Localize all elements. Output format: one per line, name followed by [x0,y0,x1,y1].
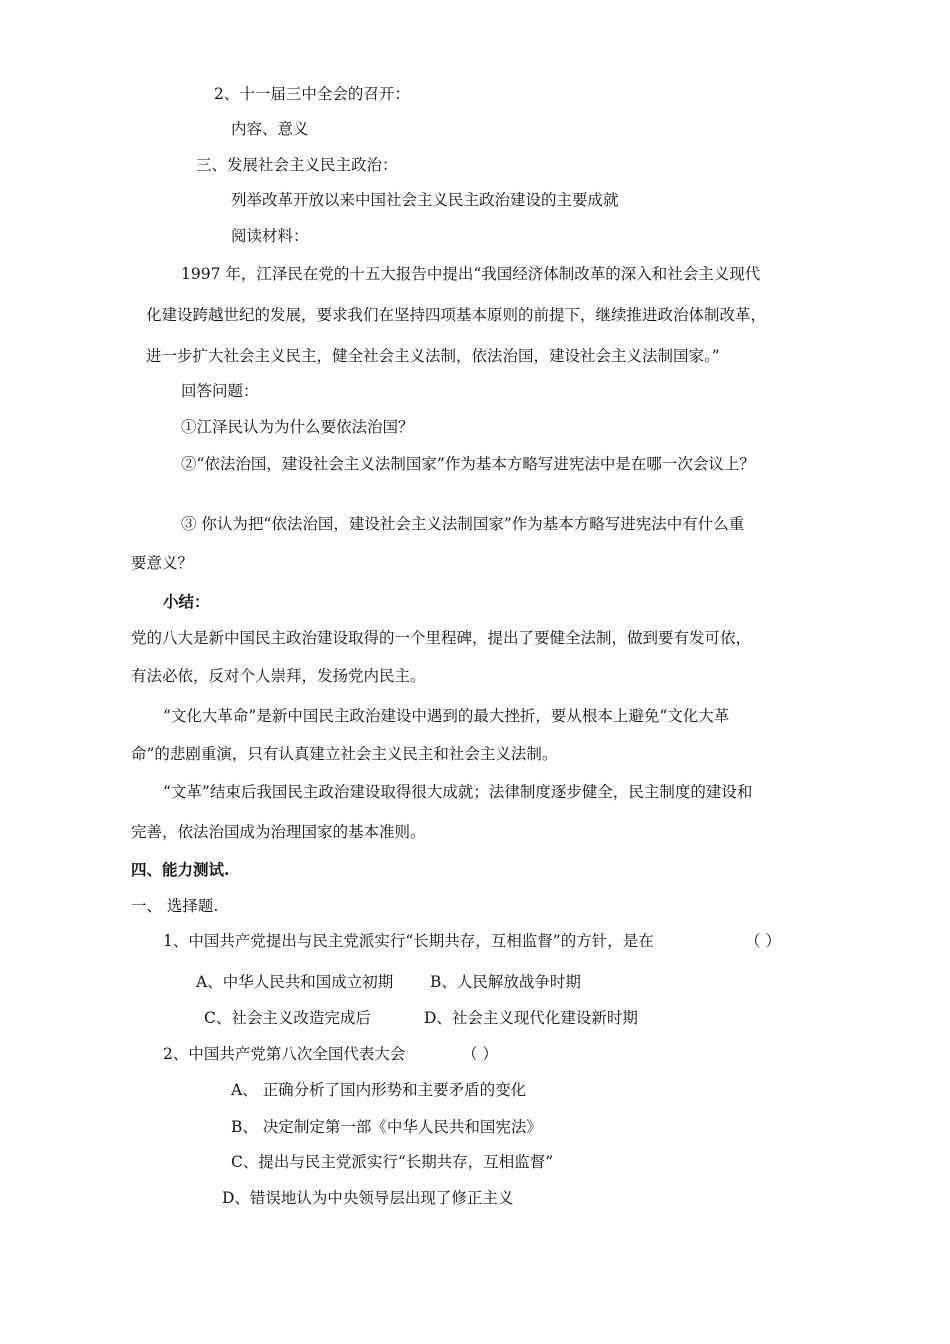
material-line: 1997 年，江泽民在党的十五大报告中提出“我国经济体制改革的深入和社会主义现代 [181,265,761,283]
mcq-1-option-c: C、社会主义改造完成后 [204,1009,371,1027]
material-line: 化建设跨越世纪的发展，要求我们在坚持四项基本原则的前提下，继续推进政治体制改革， [146,306,767,324]
mcq-1-blank: （ ） [745,932,781,950]
summary-heading: 小结： [163,592,210,611]
answer-label: 回答问题： [181,382,259,400]
summary-paragraph: “文化大革命”是新中国民主政治建设中遇到的最大挫折，要从根本上避免“文化大革 [163,707,730,725]
section-3-task: 列举改革开放以来中国社会主义民主政治建设的主要成就 [231,191,619,209]
question-3: ③ 你认为把“依法治国，建设社会主义法制国家”作为基本方略写进宪法中有什么重 [181,515,745,533]
section-3-title: 三、发展社会主义民主政治： [196,156,398,174]
mcq-2-option-a: A、 正确分析了国内形势和主要矛盾的变化 [231,1081,527,1099]
section-2-detail: 内容、意义 [231,120,309,138]
mcq-1-stem: 1、中国共产党提出与民主党派实行“长期共存，互相监督”的方针，是在 [163,932,654,950]
test-subheading: 一、 选择题. [131,897,219,915]
summary-paragraph: “文革”结束后我国民主政治建设取得很大成就；法律制度逐步健全，民主制度的建设和 [163,783,753,801]
mcq-2-option-d: D、错误地认为中央领导层出现了修正主义 [222,1189,514,1207]
question-3-cont: 要意义？ [131,554,194,572]
mcq-1-option-a: A、中华人民共和国成立初期 [196,973,394,991]
mcq-2-option-c: C、提出与民主党派实行“长期共存，互相监督” [231,1153,554,1171]
mcq-2-blank: （ ） [462,1045,498,1063]
reading-label: 阅读材料： [231,227,309,245]
material-line: 进一步扩大社会主义民主，健全社会主义法制，依法治国，建设社会主义法制国家。” [146,347,720,365]
summary-paragraph: 有法必依，反对个人崇拜，发扬党内民主。 [131,667,426,685]
mcq-2-option-b: B、 决定制定第一部《中华人民共和国宪法》 [231,1118,542,1136]
mcq-2-stem: 2、中国共产党第八次全国代表大会 [163,1045,406,1063]
question-1: ①江泽民认为为什么要依法治国？ [181,418,414,436]
mcq-1-option-d: D、社会主义现代化建设新时期 [424,1009,638,1027]
summary-paragraph: 完善，依法治国成为治理国家的基本准则。 [131,823,426,841]
mcq-1-option-b: B、人民解放战争时期 [430,973,581,991]
question-2: ②“依法治国，建设社会主义法制国家”作为基本方略写进宪法中是在哪一次会议上？ [181,455,755,473]
summary-paragraph: 党的八大是新中国民主政治建设取得的一个里程碑，提出了要健全法制，做到要有发可依， [131,629,752,647]
test-heading: 四、能力测试. [131,860,230,879]
summary-paragraph: 命”的悲剧重演，只有认真建立社会主义民主和社会主义法制。 [131,745,558,763]
section-2-title: 2、十一届三中全会的召开： [214,85,410,103]
